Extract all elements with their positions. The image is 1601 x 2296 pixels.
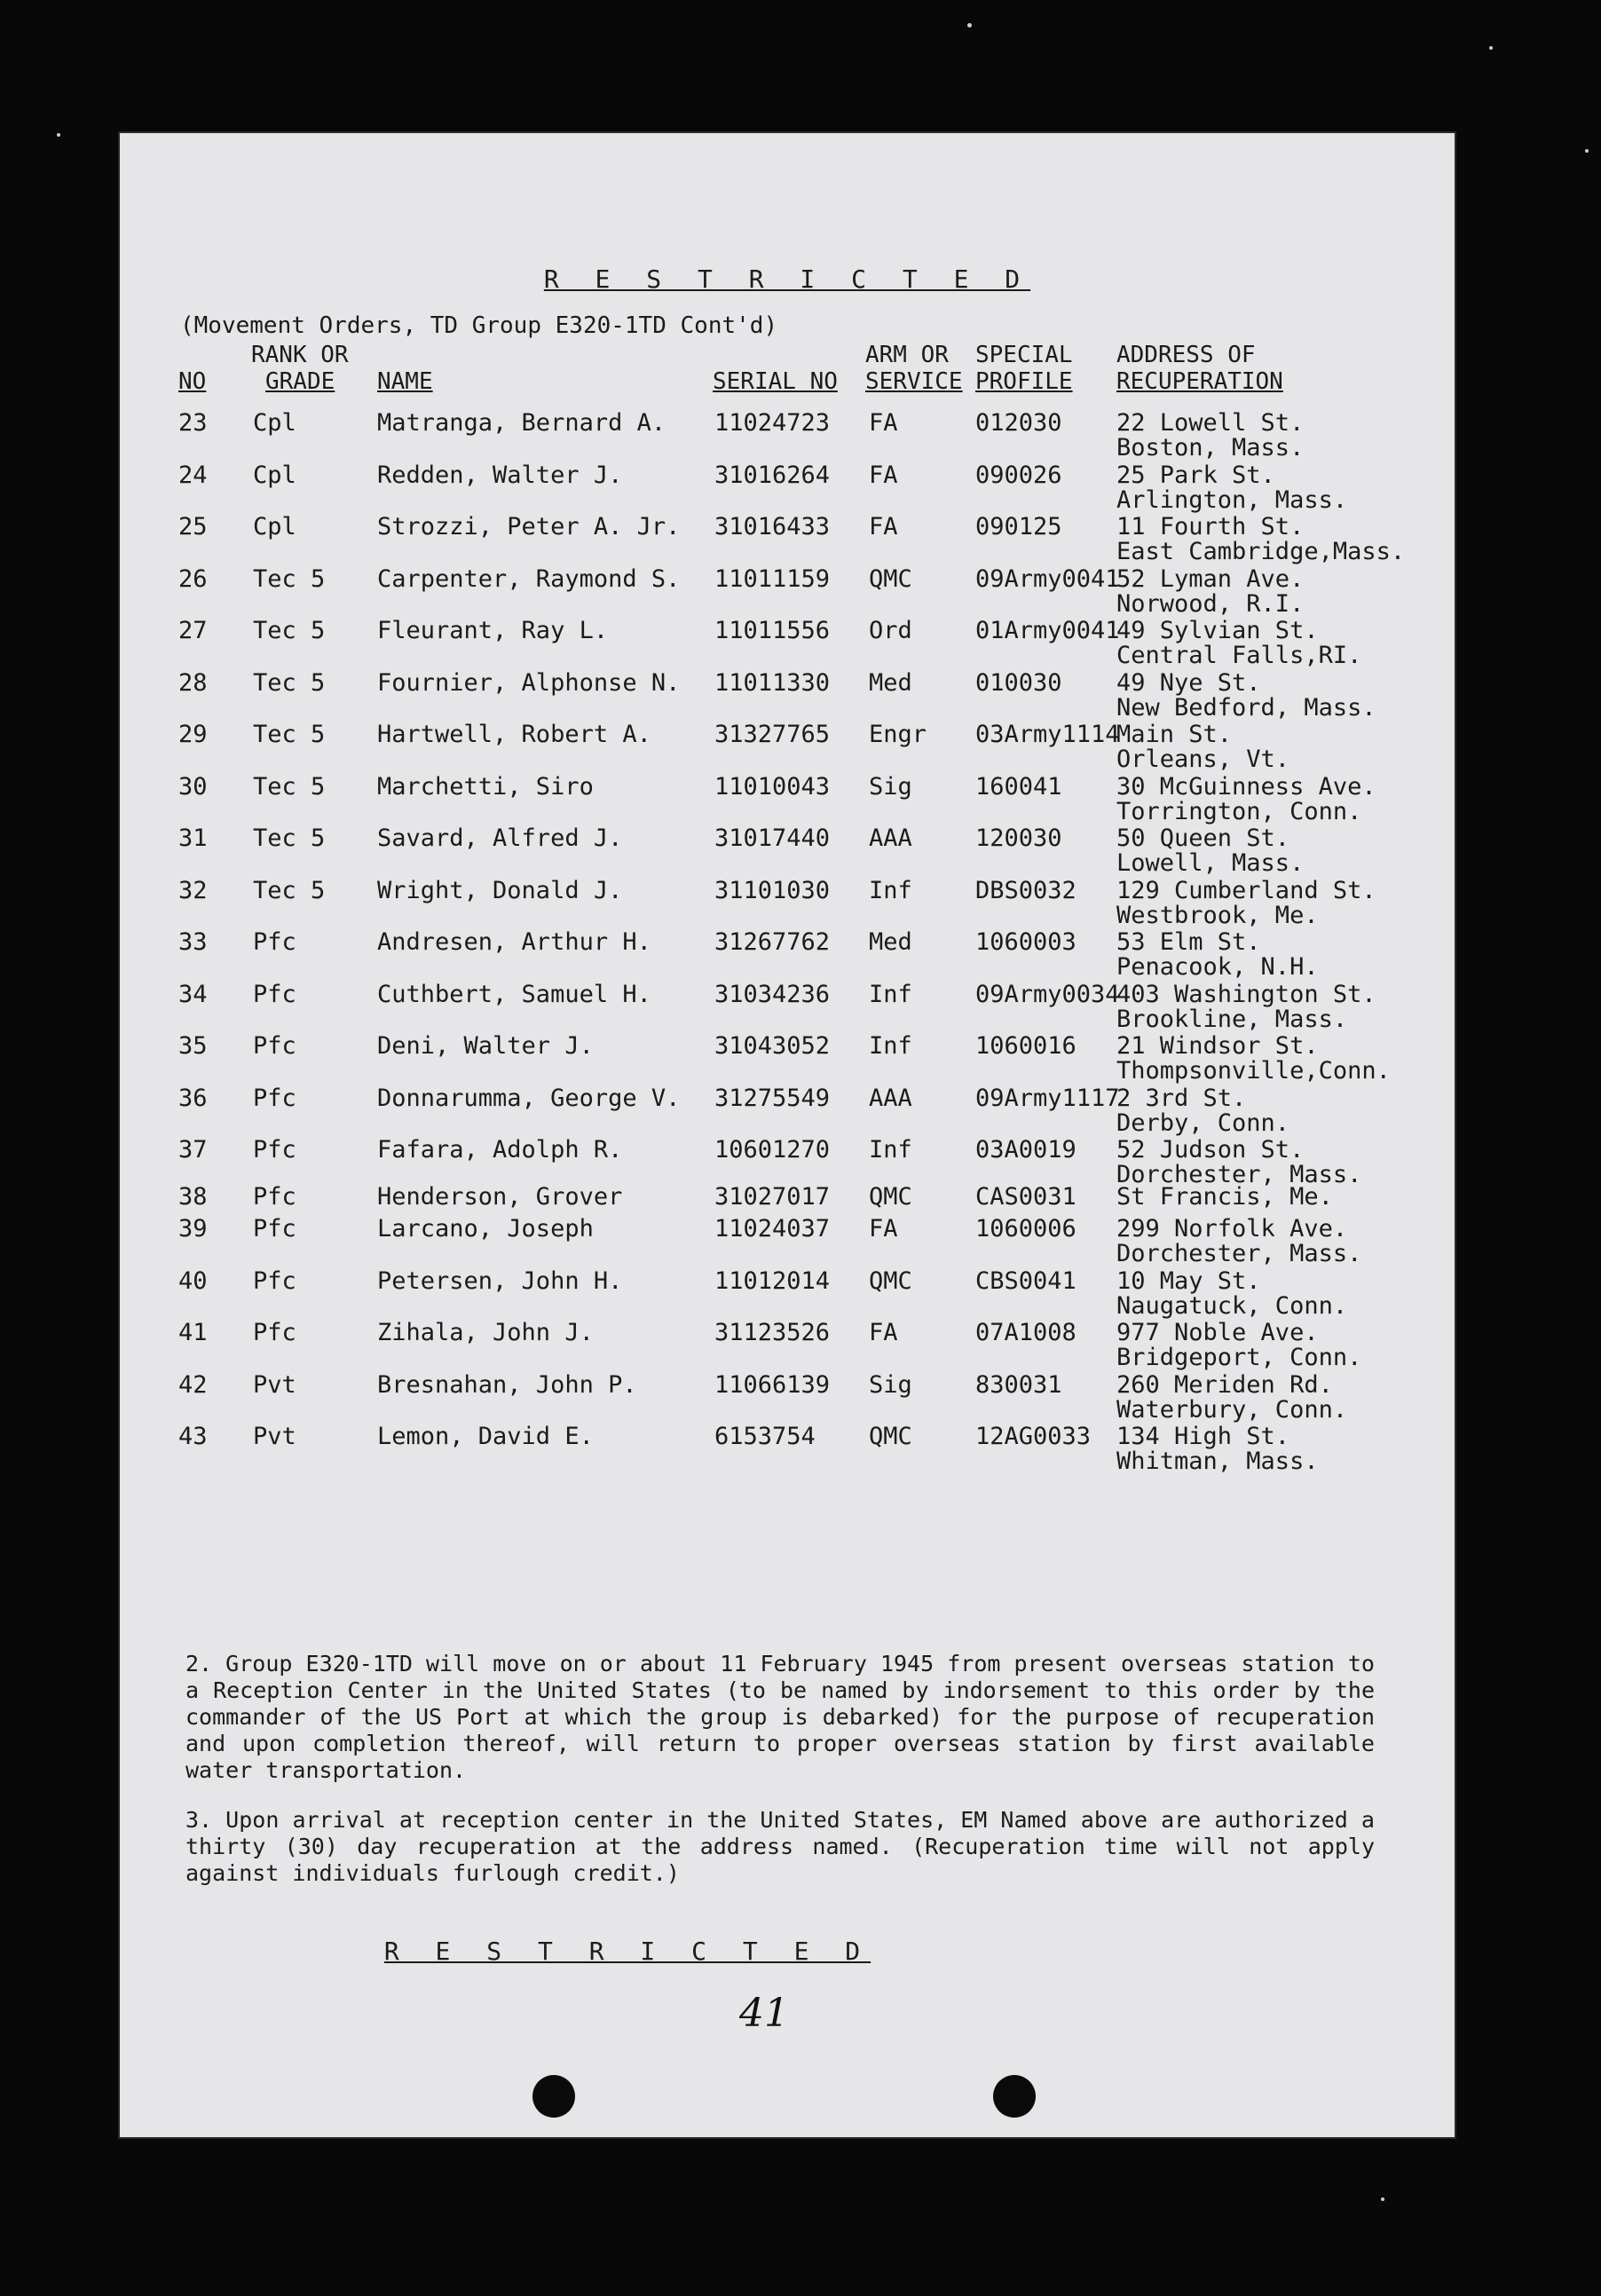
- row-serial: 11024037: [714, 1215, 831, 1243]
- row-address-line2: Arlington, Mass.: [1116, 485, 1348, 514]
- row-serial: 31327765: [714, 721, 831, 748]
- row-address-line2: Thompsonville,Conn.: [1116, 1057, 1391, 1085]
- row-address-line1: 22 Lowell St.: [1116, 409, 1305, 437]
- row-number: 41: [178, 1319, 208, 1346]
- row-address-line1: 30 McGuinness Ave.: [1116, 772, 1376, 801]
- row-address-line1: 50 Queen St.: [1116, 825, 1290, 852]
- row-serial: 11011159: [714, 564, 831, 593]
- row-name: Petersen, John H.: [377, 1266, 623, 1295]
- row-address-line2: Naugatuck, Conn.: [1116, 1291, 1348, 1320]
- table-row: [118, 1085, 1456, 1139]
- row-name: Savard, Alfred J.: [377, 825, 623, 852]
- row-arm-service: FA: [869, 1319, 898, 1346]
- row-number: 39: [178, 1215, 208, 1243]
- row-serial: 31267762: [714, 928, 831, 956]
- row-address-line2: Orleans, Vt.: [1116, 746, 1290, 773]
- row-arm-service: QMC: [869, 564, 912, 593]
- col-special-header-line1: SPECIAL: [975, 342, 1073, 368]
- row-number: 24: [178, 461, 208, 489]
- row-name: Wright, Donald J.: [377, 876, 623, 904]
- row-serial: 31017440: [714, 825, 831, 852]
- row-rank: Pfc: [253, 1084, 296, 1112]
- row-rank: Pvt: [253, 1423, 296, 1450]
- row-arm-service: Med: [869, 928, 912, 956]
- table-row: [118, 1424, 1456, 1477]
- row-rank: Pfc: [253, 980, 296, 1008]
- row-special-profile: 03A0019: [975, 1136, 1077, 1164]
- row-arm-service: FA: [869, 409, 898, 437]
- row-arm-service: Inf: [869, 876, 912, 904]
- row-arm-service: Inf: [869, 1032, 912, 1060]
- row-address-line2: Dorchester, Mass.: [1116, 1240, 1362, 1267]
- row-number: 26: [178, 564, 208, 593]
- row-address-line1: 2 3rd St.: [1116, 1084, 1247, 1112]
- row-address-line1: 11 Fourth St.: [1116, 513, 1305, 540]
- row-special-profile: 830031: [975, 1370, 1062, 1399]
- row-address-line1: 977 Noble Ave.: [1116, 1319, 1319, 1346]
- row-arm-service: Med: [869, 668, 912, 697]
- row-serial: 31027017: [714, 1182, 831, 1211]
- row-rank: Tec 5: [253, 564, 326, 593]
- row-special-profile: DBS0032: [975, 876, 1077, 904]
- table-row: [118, 618, 1456, 671]
- row-arm-service: FA: [869, 461, 898, 489]
- table-row: [118, 1033, 1456, 1086]
- row-address-line2: Lowell, Mass.: [1116, 849, 1305, 877]
- row-serial: 11011330: [714, 668, 831, 697]
- row-rank: Tec 5: [253, 772, 326, 801]
- row-serial: 31016433: [714, 513, 831, 540]
- row-address-line1: 21 Windsor St.: [1116, 1032, 1319, 1060]
- row-rank: Tec 5: [253, 668, 326, 697]
- col-arm-header-line1: ARM OR: [865, 342, 949, 368]
- row-serial: 31016264: [714, 461, 831, 489]
- row-address-line1: 53 Elm St.: [1116, 928, 1261, 956]
- table-row: [118, 1268, 1456, 1322]
- col-rank-header-line2: GRADE: [265, 368, 335, 395]
- row-address-line1: Main St.: [1116, 721, 1233, 748]
- row-number: 38: [178, 1182, 208, 1211]
- col-special-header-line2: PROFILE: [975, 368, 1073, 395]
- row-address-line2: Dorchester, Mass.: [1116, 1161, 1362, 1188]
- row-arm-service: Sig: [869, 1370, 912, 1399]
- row-rank: Pfc: [253, 1136, 296, 1164]
- col-no-header: NO: [178, 368, 207, 395]
- row-rank: Pfc: [253, 1266, 296, 1295]
- row-arm-service: Sig: [869, 772, 912, 801]
- punch-hole-right: [993, 2075, 1036, 2118]
- row-rank: Pfc: [253, 1032, 296, 1060]
- table-row: [118, 878, 1456, 931]
- row-name: Matranga, Bernard A.: [377, 409, 666, 437]
- row-arm-service: QMC: [869, 1266, 912, 1295]
- row-name: Donnarumma, George V.: [377, 1084, 681, 1112]
- table-row: [118, 514, 1456, 567]
- row-special-profile: 09Army1117: [975, 1084, 1120, 1112]
- col-arm-header-line2: SERVICE: [865, 368, 963, 395]
- row-name: Deni, Walter J.: [377, 1032, 594, 1060]
- row-address-line1: 49 Nye St.: [1116, 668, 1261, 697]
- row-address-line1: 10 May St.: [1116, 1266, 1261, 1295]
- scan-speck: [1585, 149, 1589, 153]
- scan-speck: [1381, 2197, 1384, 2201]
- row-name: Fournier, Alphonse N.: [377, 668, 681, 697]
- row-special-profile: 07A1008: [975, 1319, 1077, 1346]
- col-name-header: NAME: [377, 368, 433, 395]
- row-rank: Cpl: [253, 461, 296, 489]
- row-name: Zihala, John J.: [377, 1319, 594, 1346]
- row-special-profile: 09Army0041: [975, 564, 1120, 593]
- row-arm-service: FA: [869, 1215, 898, 1243]
- row-address-line1: 260 Meriden Rd.: [1116, 1370, 1333, 1399]
- row-special-profile: 01Army0041: [975, 617, 1120, 644]
- punch-hole-left: [532, 2075, 575, 2118]
- row-number: 30: [178, 772, 208, 801]
- row-serial: 11066139: [714, 1370, 831, 1399]
- row-address-line1: 299 Norfolk Ave.: [1116, 1215, 1348, 1243]
- row-address-line2: Bridgeport, Conn.: [1116, 1344, 1362, 1371]
- document-content: [118, 131, 1456, 2139]
- row-number: 23: [178, 409, 208, 437]
- row-number: 42: [178, 1370, 208, 1399]
- row-name: Hartwell, Robert A.: [377, 721, 651, 748]
- row-number: 33: [178, 928, 208, 956]
- row-number: 34: [178, 980, 208, 1008]
- row-special-profile: 1060003: [975, 928, 1077, 956]
- row-special-profile: 090026: [975, 461, 1062, 489]
- row-special-profile: 120030: [975, 825, 1062, 852]
- row-rank: Pvt: [253, 1370, 296, 1399]
- row-address-line1: 25 Park St.: [1116, 461, 1275, 489]
- row-address-line1: 134 High St.: [1116, 1423, 1290, 1450]
- row-address-line1: 52 Lyman Ave.: [1116, 564, 1305, 593]
- row-rank: Tec 5: [253, 617, 326, 644]
- restricted-heading-top: R E S T R I C T E D: [543, 264, 1031, 294]
- row-address-line2: Torrington, Conn.: [1116, 797, 1362, 825]
- row-number: 32: [178, 876, 208, 904]
- row-address-line2: East Cambridge,Mass.: [1116, 538, 1406, 565]
- row-number: 27: [178, 617, 208, 644]
- row-serial: 11024723: [714, 409, 831, 437]
- row-name: Fleurant, Ray L.: [377, 617, 609, 644]
- row-serial: 31275549: [714, 1084, 831, 1112]
- row-rank: Cpl: [253, 513, 296, 540]
- row-arm-service: QMC: [869, 1182, 912, 1211]
- row-special-profile: 03Army1114: [975, 721, 1120, 748]
- row-special-profile: CAS0031: [975, 1182, 1077, 1211]
- row-rank: Pfc: [253, 1319, 296, 1346]
- row-special-profile: 160041: [975, 772, 1062, 801]
- table-row: [118, 1216, 1456, 1269]
- row-name: Carpenter, Raymond S.: [377, 564, 681, 593]
- row-special-profile: CBS0041: [975, 1266, 1077, 1295]
- col-address-header-line1: ADDRESS OF: [1116, 342, 1256, 368]
- scan-speck: [967, 23, 972, 28]
- row-name: Lemon, David E.: [377, 1423, 594, 1450]
- row-name: Bresnahan, John P.: [377, 1370, 637, 1399]
- row-special-profile: 010030: [975, 668, 1062, 697]
- row-special-profile: 090125: [975, 513, 1062, 540]
- row-arm-service: Inf: [869, 980, 912, 1008]
- table-row: [118, 929, 1456, 982]
- row-number: 43: [178, 1423, 208, 1450]
- table-row: [118, 410, 1456, 463]
- table-row: [118, 1372, 1456, 1425]
- row-address-line2: Central Falls,RI.: [1116, 642, 1362, 669]
- table-row: [118, 982, 1456, 1035]
- row-address-line2: Westbrook, Me.: [1116, 901, 1319, 929]
- row-address-line1: 403 Washington St.: [1116, 980, 1376, 1008]
- row-number: 40: [178, 1266, 208, 1295]
- restricted-heading-bottom: R E S T R I C T E D: [383, 1937, 871, 1966]
- row-number: 35: [178, 1032, 208, 1060]
- row-serial: 11011556: [714, 617, 831, 644]
- row-address-line2: Whitman, Mass.: [1116, 1448, 1319, 1475]
- row-arm-service: AAA: [869, 1084, 912, 1112]
- row-name: Andresen, Arthur H.: [377, 928, 651, 956]
- row-number: 28: [178, 668, 208, 697]
- row-address-line1: 49 Sylvian St.: [1116, 617, 1319, 644]
- row-rank: Pfc: [253, 1215, 296, 1243]
- row-rank: Pfc: [253, 928, 296, 956]
- row-serial: 31034236: [714, 980, 831, 1008]
- row-serial: 31043052: [714, 1032, 831, 1060]
- row-address-line1: 129 Cumberland St.: [1116, 876, 1376, 904]
- row-number: 37: [178, 1136, 208, 1164]
- row-address-line1: 52 Judson St.: [1116, 1136, 1305, 1164]
- row-name: Fafara, Adolph R.: [377, 1136, 623, 1164]
- row-special-profile: 1060006: [975, 1215, 1077, 1243]
- table-row: [118, 722, 1456, 775]
- scan-speck: [1489, 46, 1493, 50]
- row-number: 31: [178, 825, 208, 852]
- row-special-profile: 012030: [975, 409, 1062, 437]
- row-address-line1: St Francis, Me.: [1116, 1182, 1333, 1211]
- scan-speck: [57, 133, 60, 137]
- row-name: Redden, Walter J.: [377, 461, 623, 489]
- row-address-line2: Waterbury, Conn.: [1116, 1395, 1348, 1424]
- row-special-profile: 12AG0033: [975, 1423, 1092, 1450]
- row-name: Cuthbert, Samuel H.: [377, 980, 651, 1008]
- row-arm-service: QMC: [869, 1423, 912, 1450]
- table-row: [118, 1320, 1456, 1373]
- row-arm-service: FA: [869, 513, 898, 540]
- row-arm-service: Engr: [869, 721, 927, 748]
- row-serial: 31101030: [714, 876, 831, 904]
- row-name: Marchetti, Siro: [377, 772, 594, 801]
- row-address-line2: Derby, Conn.: [1116, 1109, 1290, 1137]
- row-serial: 11010043: [714, 772, 831, 801]
- row-number: 25: [178, 513, 208, 540]
- col-serial-header: SERIAL NO: [713, 368, 838, 395]
- row-name: Henderson, Grover: [377, 1182, 623, 1211]
- table-row: [118, 670, 1456, 723]
- row-name: Larcano, Joseph: [377, 1215, 594, 1243]
- row-number: 29: [178, 721, 208, 748]
- table-row: [118, 566, 1456, 619]
- row-name: Strozzi, Peter A. Jr.: [377, 513, 681, 540]
- page-number: 41: [739, 1991, 789, 2036]
- table-row: [118, 462, 1456, 516]
- row-rank: Tec 5: [253, 721, 326, 748]
- table-row: [118, 825, 1456, 879]
- row-serial: 6153754: [714, 1423, 816, 1450]
- table-row: [118, 1137, 1456, 1190]
- row-serial: 10601270: [714, 1136, 831, 1164]
- col-rank-header-line1: RANK OR: [251, 342, 349, 368]
- row-rank: Tec 5: [253, 825, 326, 852]
- row-serial: 31123526: [714, 1319, 831, 1346]
- table-row: [118, 774, 1456, 827]
- row-special-profile: 1060016: [975, 1032, 1077, 1060]
- row-address-line2: Norwood, R.I.: [1116, 589, 1305, 618]
- row-address-line2: Boston, Mass.: [1116, 434, 1305, 462]
- document-subtitle: (Movement Orders, TD Group E320-1TD Cont'd): [180, 312, 778, 339]
- row-rank: Pfc: [253, 1182, 296, 1211]
- col-address-header-line2: RECUPERATION: [1116, 368, 1283, 395]
- row-rank: Cpl: [253, 409, 296, 437]
- row-address-line2: Penacook, N.H.: [1116, 953, 1319, 981]
- row-address-line2: Brookline, Mass.: [1116, 1005, 1348, 1033]
- row-address-line2: New Bedford, Mass.: [1116, 693, 1376, 722]
- row-arm-service: AAA: [869, 825, 912, 852]
- row-arm-service: Ord: [869, 617, 912, 644]
- row-rank: Tec 5: [253, 876, 326, 904]
- paragraph-2: 2. Group E320-1TD will move on or about 11 February 1945 from present overseas station to a Reception Center in the United States (to be named by indorsement to this order by the commander of the US Port at which the group is debarked) for the purpose of recuperation and upon completion thereof, will return to proper overseas station by first available water transportation.: [185, 1651, 1375, 1783]
- document-page: [118, 131, 1456, 2139]
- row-special-profile: 09Army0034: [975, 980, 1120, 1008]
- row-arm-service: Inf: [869, 1136, 912, 1164]
- row-serial: 11012014: [714, 1266, 831, 1295]
- row-number: 36: [178, 1084, 208, 1112]
- paragraph-3: 3. Upon arrival at reception center in the United States, EM Named above are authorized a thirty (30) day recuperation at the address named. (Recuperation time will not apply against individuals furlough credit.): [185, 1807, 1375, 1886]
